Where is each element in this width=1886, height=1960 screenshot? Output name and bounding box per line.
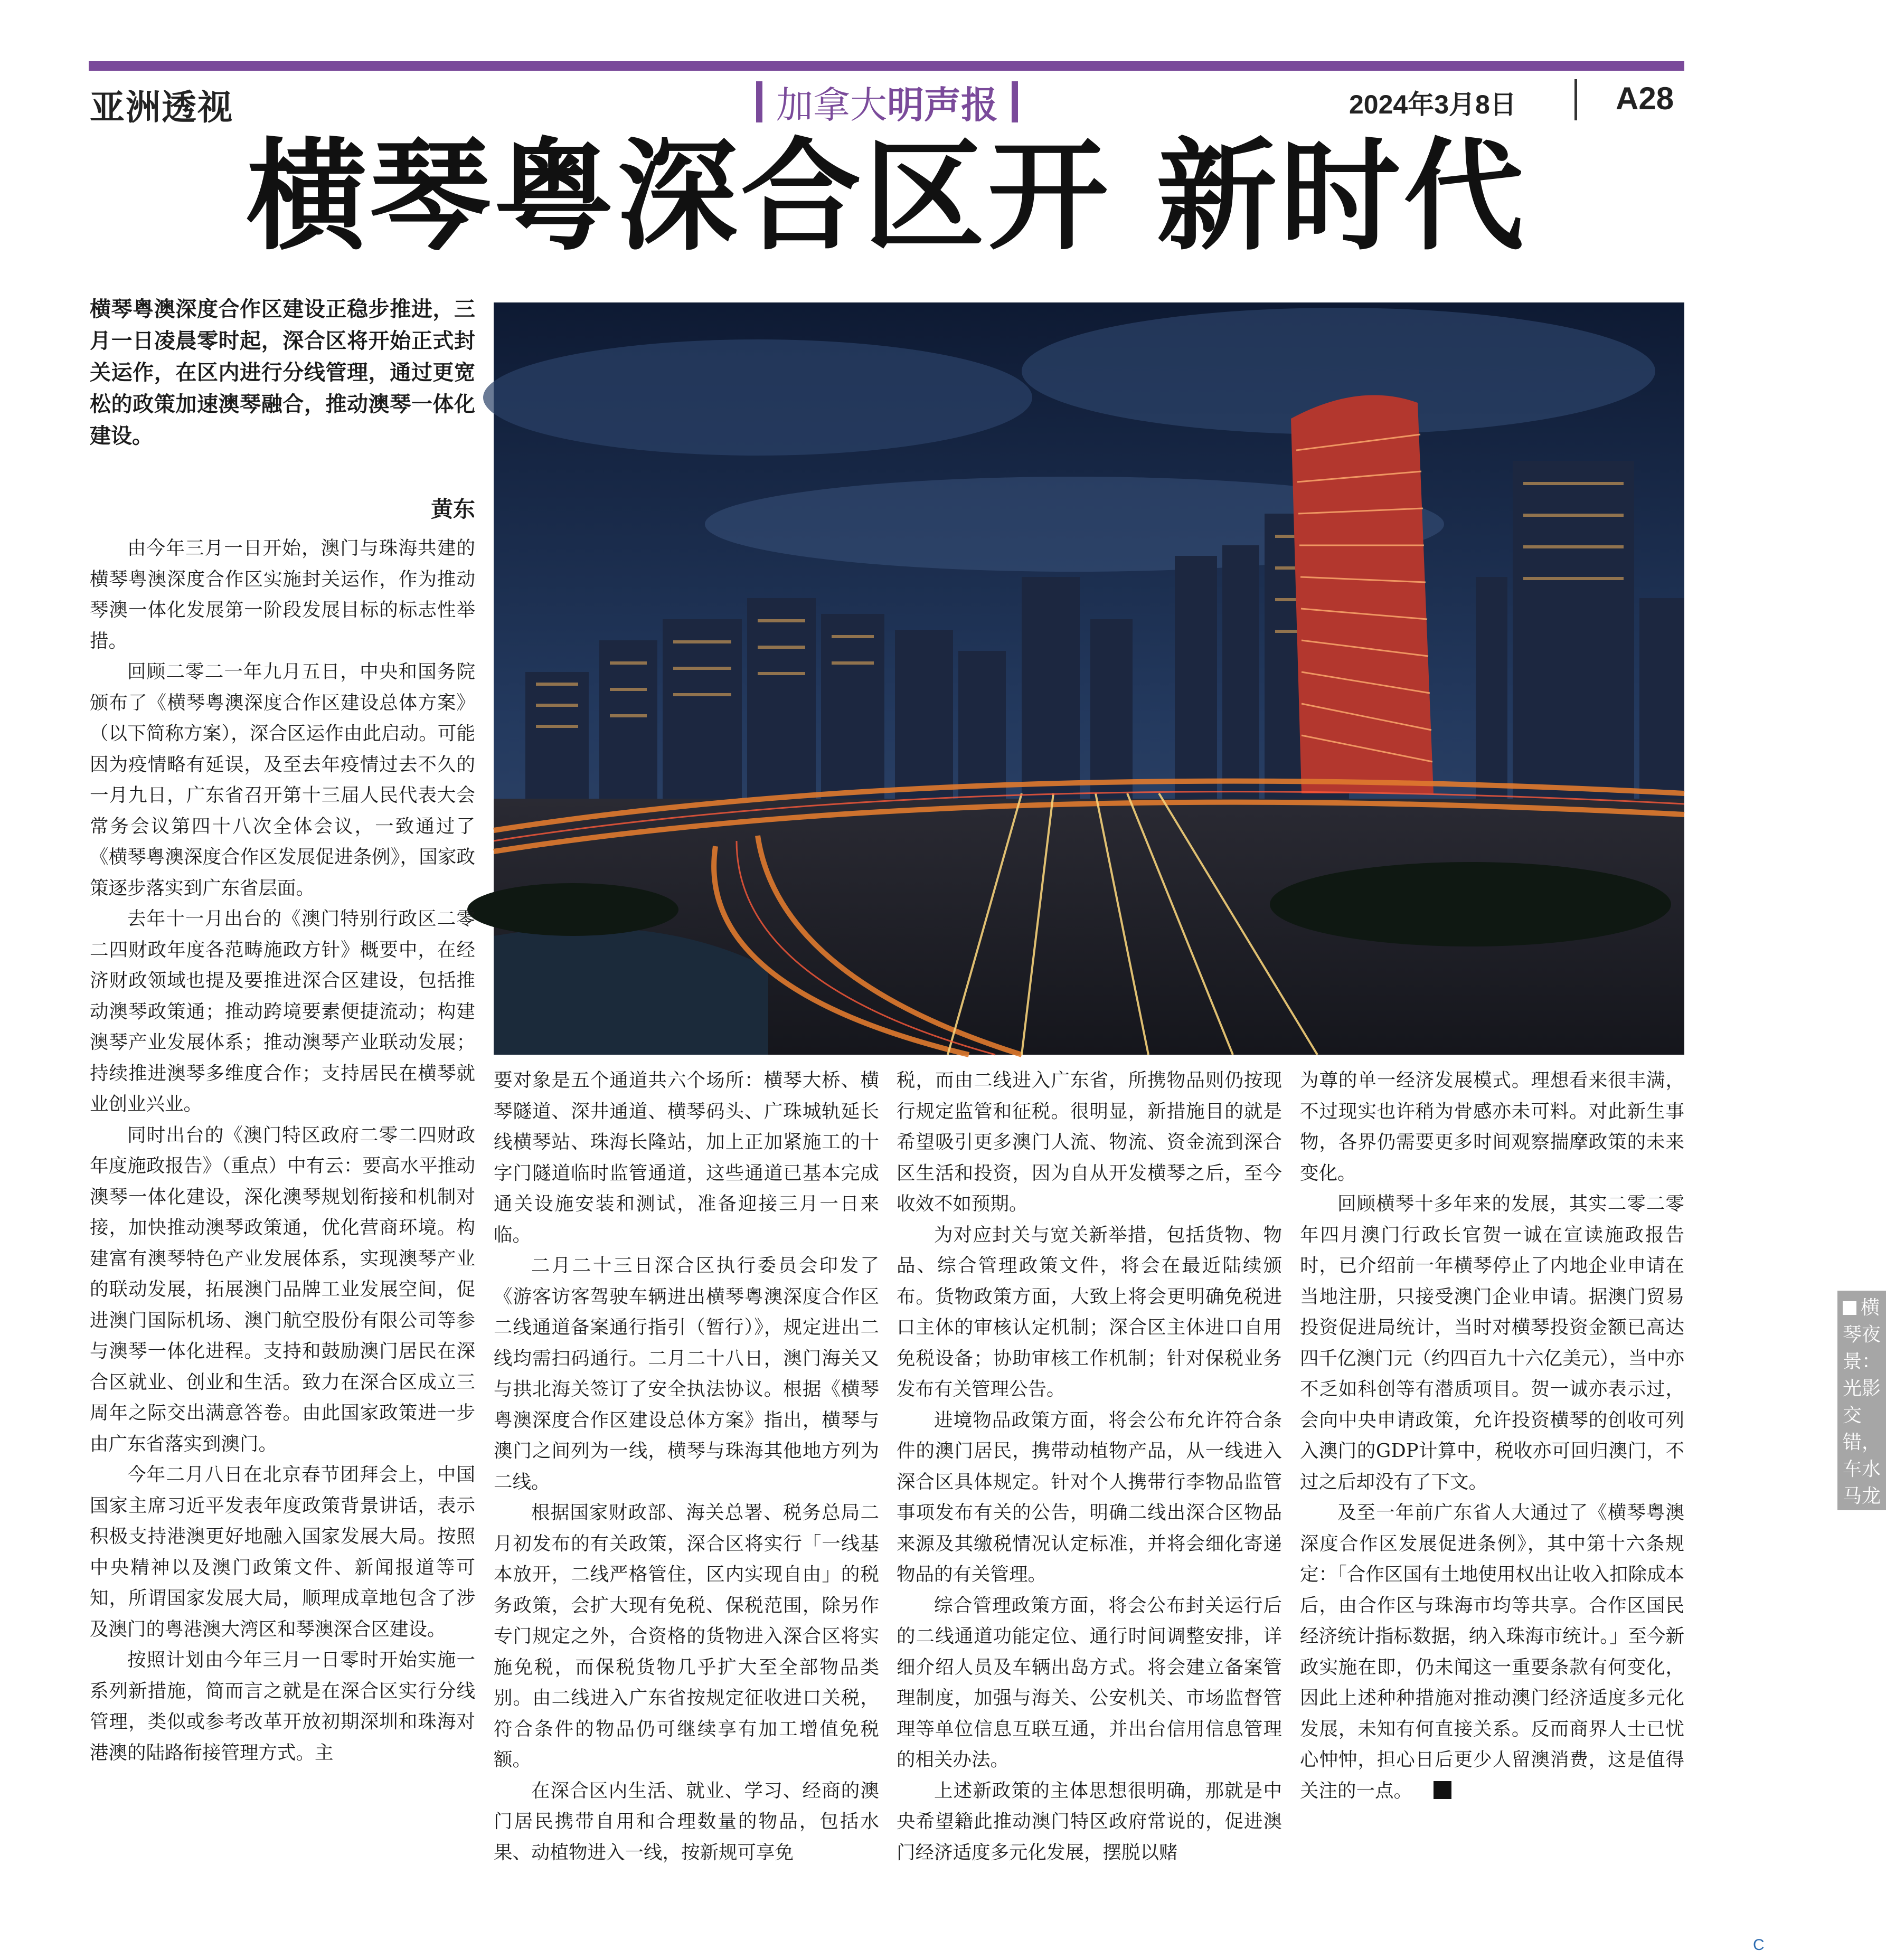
article-paragraph: 要对象是五个通道共六个场所：横琴大桥、横琴隧道、深井通道、横琴码头、广珠城轨延长线横琴站、珠海长隆站，加上正加紧施工的十字门隧道临时监管通道，这些通道已基本完成通关设施安装和测试，准备迎接三月一日来临。 [494, 1069, 879, 1246]
article-paragraph: 同时出台的《澳门特区政府二零二四财政年度施政报告》（重点）中有云：要高水平推动澳琴一体化建设，深化澳琴规划衔接和机制对接，加快推动澳琴政策通，优化营商环境。构建富有澳琴特色产业发展体系，实现澳琴产业的联动发展，拓展澳门品牌工业发展空间，促进澳门国际机场、澳门航空股份有限公司等参与澳琴一体化进程。支持和鼓励澳门居民在深合区就业、创业和生活。致力在深合区成立三周年之际交出满意答卷。由此国家政策进一步由广东省落实到澳门。 [90, 1124, 475, 1455]
brand-name-light: 加拿大 [776, 83, 887, 127]
article-column-1 [90, 533, 475, 1768]
article-paragraph: 综合管理政策方面，将会公布封关运行后的二线通道功能定位、通行时间调整安排，详细介绍人员及车辆出岛方式。将会建立备案管理制度，加强与海关、公安机关、市场监督管理等单位信息互联互通，并出台信用信息管理的相关办法。 [897, 1594, 1282, 1770]
caption-square-icon [1843, 1301, 1856, 1315]
masthead-separator [1574, 79, 1577, 120]
page-number: A28 [1616, 81, 1674, 116]
article-paragraph: 进境物品政策方面，将会公布允许符合条件的澳门居民，携带动植物产品，从一线进入深合区具体规定。针对个人携带行李物品监管事项发布有关的公告，明确二线出深合区物品来源及其缴税情况认定标准，并将会细化寄递物品的有关管理。 [897, 1409, 1282, 1585]
corner-mark: C [1753, 1936, 1765, 1954]
newspaper-brand [718, 78, 1056, 126]
article-paragraph: 按照计划由今年三月一日零时开始实施一系列新措施，简而言之就是在深合区实行分线管理，类似或参考改革开放初期深圳和珠海对港澳的陆路衔接管理方式。主 [90, 1649, 475, 1764]
article-paragraph: 根据国家财政部、海关总署、税务总局二月初发布的有关政策，深合区将实行「一线基本放开，二线严格管住，区内实现自由」的税务政策，会扩大现有免税、保税范围，除另作专门规定之外，合资格的货物进入深合区将实施免税，而保税货物几乎扩大至全部物品类别。由二线进入广东省按规定征收进口关税，符合条件的物品仍可继续享有加工增值免税额。 [494, 1502, 879, 1770]
article-paragraph: 二月二十三日深合区执行委员会印发了《游客访客驾驶车辆进出横琴粤澳深度合作区二线通道备案通行指引（暂行）》，规定进出二线均需扫码通行。二月二十八日，澳门海关又与拱北海关签订了安全执法协议。根据《横琴粤澳深度合作区建设总体方案》指出，横琴与澳门之间列为一线，横琴与珠海其他地方列为二线。 [494, 1255, 879, 1493]
masthead-rule [89, 61, 1684, 71]
article-paragraph: 回顾二零二一年九月五日，中央和国务院颁布了《横琴粤澳深度合作区建设总体方案》（以下简称方案），深合区运作由此启动。可能因为疫情略有延误，及至去年疫情过去不久的一月九日，广东省召开第十三届人民代表大会常务会议第四十八次全体会议，一致通过了《横琴粤澳深度合作区发展促进条例》，国家政策逐步落实到广东省层面。 [90, 661, 475, 899]
article-column-3 [897, 1065, 1282, 1868]
issue-date: 2024年3月8日 [1349, 90, 1516, 119]
photo-caption [1837, 1291, 1886, 1510]
lead-paragraph: 横琴粤澳深度合作区建设正稳步推进，三月一日凌晨零时起，深合区将开始正式封关运作，在区内进行分线管理，通过更宽松的政策加速澳琴融合，推动澳琴一体化建设。 [90, 297, 475, 448]
headline: 横琴粤深合区开 新时代 [246, 126, 1527, 267]
brand-bar-left [756, 81, 762, 122]
article-paragraph: 为对应封关与宽关新举措，包括货物、物品、综合管理政策文件，将会在最近陆续颁布。货物政策方面，大致上将会更明确免税进口主体的审核认定机制；深合区主体进口自用免税设备；协助审核工作机制；针对保税业务发布有关管理公告。 [897, 1224, 1282, 1400]
article-paragraph: 今年二月八日在北京春节团拜会上，中国国家主席习近平发表年度政策背景讲话，表示积极支持港澳更好地融入国家发展大局。按照中央精神以及澳门政策文件、新闻报道等可知，所谓国家发展大局，顺理成章地包含了涉及澳门的粤港澳大湾区和琴澳深合区建设。 [90, 1464, 475, 1640]
article-paragraph: 税，而由二线进入广东省，所携物品则仍按现行规定监管和征税。很明显，新措施目的就是希望吸引更多澳门人流、物流、资金流到深合区生活和投资，因为自从开发横琴之后，至今收效不如预期。 [897, 1069, 1282, 1215]
article-paragraph: 为尊的单一经济发展模式。理想看来很丰满，不过现实也许稍为骨感亦未可料。对此新生事物，各界仍需要更多时间观察揣摩政策的未来变化。 [1300, 1069, 1684, 1184]
article-paragraph: 及至一年前广东省人大通过了《横琴粤澳深度合作区发展促进条例》，其中第十六条规定：「合作区国有土地使用权出让收入扣除成本后，由合作区与珠海市均等共享。合作区国民经济统计指标数据，纳入珠海市统计。」至今新政实施在即，仍未闻这一重要条款有何变化，因此上述种种措施对推动澳门经济适度多元化发展，未知有何直接关系。反而商界人士已忧心忡忡，担心日后更少人留澳消费，这是值得关注的一点。 [1300, 1502, 1684, 1802]
photo-caption-text: 横琴夜景：光影交错，车水马龙 [1843, 1297, 1881, 1507]
article-paragraph: 由今年三月一日开始，澳门与珠海共建的横琴粤澳深度合作区实施封关运作，作为推动琴澳一体化发展第一阶段发展目标的标志性举措。 [90, 537, 475, 652]
article-paragraph: 回顾横琴十多年来的发展，其实二零二零年四月澳门行政长官贺一诚在宣读施政报告时，已介绍前一年横琴停止了内地企业申请在当地注册，只接受澳门企业申请。据澳门贸易投资促进局统计，当时对横琴投资金额已高达四千亿澳门元（约四百九十六亿美元），当中亦不乏如科创等有潜质项目。贺一诚亦表示过，会向中央申请政策，允许投资横琴的创收可列入澳门的GDP计算中，税收亦可回归澳门，不过之后却没有了下文。 [1300, 1193, 1684, 1493]
article-paragraph: 上述新政策的主体思想很明确，那就是中央希望籍此推动澳门特区政府常说的，促进澳门经济适度多元化发展，摆脱以赌 [897, 1779, 1282, 1863]
brand-bar-right [1012, 81, 1018, 122]
article-paragraph: 在深合区内生活、就业、学习、经商的澳门居民携带自用和合理数量的物品，包括水果、动植物进入一线，按新规可享免 [494, 1779, 879, 1863]
article-column-2 [494, 1065, 879, 1868]
photo-illustration [494, 302, 1684, 1055]
end-of-article-mark [1434, 1781, 1451, 1799]
byline: 黄东 [430, 496, 475, 522]
article-paragraph: 去年十一月出台的《澳门特别行政区二零二四财政年度各范畴施政方针》概要中，在经济财政领域也提及要推进深合区建设，包括推动澳琴政策通；推动跨境要素便捷流动；构建澳琴产业发展体系；推动澳琴产业联动发展；持续推进澳琴多维度合作；支持居民在横琴就业创业兴业。 [90, 908, 475, 1115]
brand-name-bold: 明声报 [887, 83, 998, 127]
section-title: 亚洲透视 [90, 87, 233, 128]
article-column-4 [1300, 1065, 1684, 1806]
